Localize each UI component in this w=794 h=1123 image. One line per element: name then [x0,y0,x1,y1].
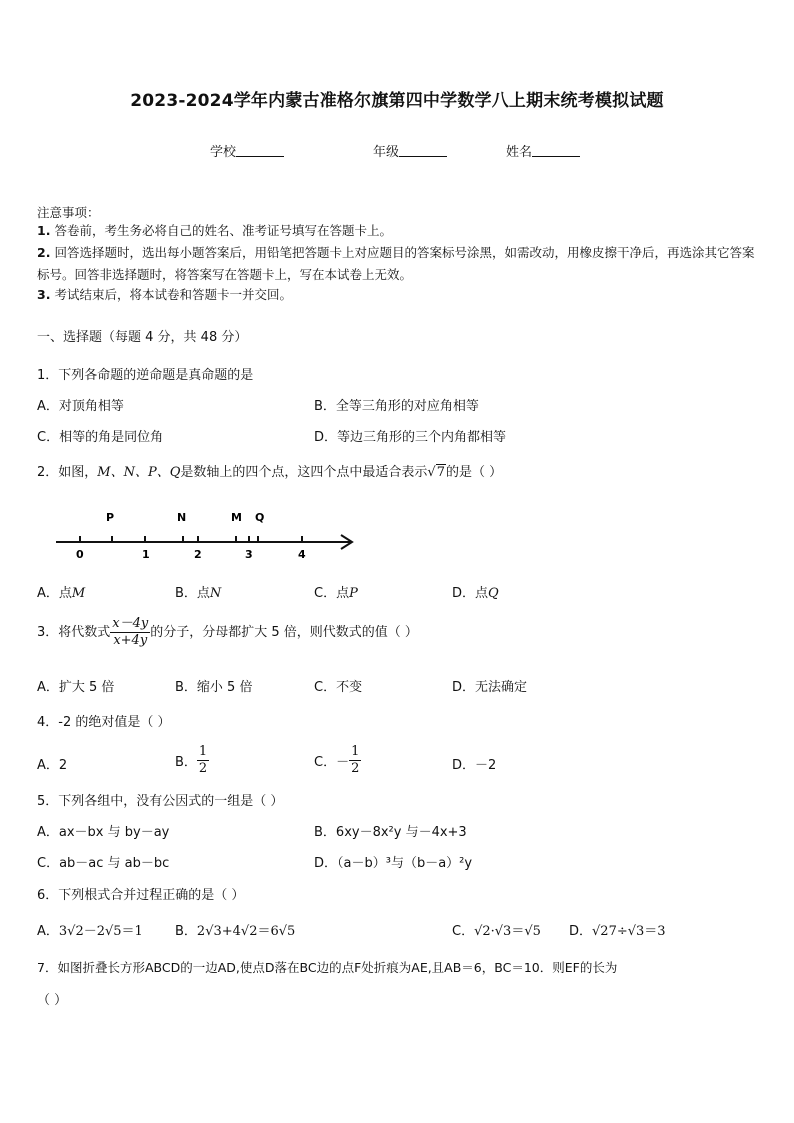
q4-option-c: C．－ $\frac{1}{2}$ [314,744,360,776]
school-blank [236,144,284,157]
notice-num: 1. [37,223,51,238]
notice-heading: 注意事项： [37,205,100,220]
sqrt-7: √7 [427,465,445,480]
name-field [506,141,580,160]
number-line-figure [50,505,370,565]
question-5-stem: 5．下列各组中，没有公因式的一组是（ ） [37,794,284,809]
q3-option-b: B．缩小 5 倍 [175,680,253,695]
q2-option-c: C．点P [314,586,358,601]
name-blank [532,144,580,157]
q2-tail: 的是（ ） [445,465,503,480]
q1-option-a: A．对顶角相等 [37,399,124,414]
q2-mid: 是数轴上的四个点，这四个点中最适合表示 [180,465,428,480]
q5-option-b: B．6xy－8x²y 与－4x+3 [314,825,467,840]
q3-fraction: $\frac{x-4y}{x+4y}$ [112,616,149,648]
label-1: 1 [142,548,150,561]
question-7-tail: （ ） [37,993,68,1008]
q5-option-a: A．ax－bx 与 by－ay [37,825,170,840]
q4-c-fraction: $\frac{1}{2}$ [351,744,360,776]
q2-num: 2．如图， [37,465,98,480]
question-6-stem: 6．下列根式合并过程正确的是（ ） [37,888,245,903]
section-heading: 一、选择题（每题 4 分，共 48 分） [37,330,248,345]
q6-option-b: B．2√3+4√2＝6√5 [175,924,296,939]
notice-item-1 [37,220,759,242]
label-n: N [177,511,187,524]
notice-text: 回答选择题时，选出每小题答案后，用铅笔把答题卡上对应题目的答案标号涂黑，如需改动，用橡皮擦干净后，再选涂其它答案标号。回答非选择题时，将答案写在答题卡上，写在本试卷上无效。 [37,245,755,282]
name-label: 姓名 [506,145,533,160]
q3-option-c: C．不变 [314,680,363,695]
label-4: 4 [298,548,306,561]
question-4-stem: 4．-2 的绝对值是（ ） [37,715,171,730]
q4-option-b: B． $\frac{1}{2}$ [175,744,208,776]
question-2-stem [37,461,502,480]
q3-option-a: A．扩大 5 倍 [37,680,115,695]
label-0: 0 [76,548,84,561]
notice-text: 考试结束后，将本试卷和答题卡一并交回。 [54,287,292,302]
q6-option-d: D．√27÷√3＝3 [569,924,666,939]
q5-option-d: D．（a－b）³与（b－a）²y [314,856,473,871]
q4-option-a: A．2 [37,758,68,773]
q1-option-b: B．全等三角形的对应角相等 [314,399,479,414]
label-q: Q [255,511,265,524]
label-m: M [231,511,242,524]
notice-item-2 [37,242,759,286]
label-2: 2 [194,548,202,561]
q2-option-a: A．点M [37,586,86,601]
grade-blank [399,144,447,157]
grade-field [373,141,447,160]
notice-item-3 [37,284,759,306]
q1-option-c: C．相等的角是同位角 [37,430,164,445]
q1-option-d: D．等边三角形的三个内角都相等 [314,430,507,445]
question-1-stem: 1．下列各命题的逆命题是真命题的是 [37,368,254,383]
q6-option-c: C．√2·√3＝√5 [452,924,541,939]
q5-option-c: C．ab－ac 与 ab－bc [37,856,170,871]
q3-option-d: D．无法确定 [452,680,528,695]
q4-option-d: D．－2 [452,758,497,773]
q2-points: M、N、P、Q [97,465,181,480]
grade-label: 年级 [373,145,400,160]
notice-num: 3. [37,287,51,302]
question-7-stem: 7．如图折叠长方形ABCD的一边AD,使点D落在BC边的点F处折痕为AE,且AB＝6，BC＝10．则EF的长为 [37,960,618,975]
q6-option-a: A．3√2－2√5＝1 [37,924,143,939]
label-p: P [106,511,115,524]
q2-option-d: D．点Q [452,586,499,601]
school-label: 学校 [210,145,237,160]
q2-option-b: B．点N [175,586,222,601]
page-title: 2023-2024学年内蒙古准格尔旗第四中学数学八上期末统考模拟试题 [130,91,664,111]
notice-num: 2. [37,245,51,260]
school-field [210,141,284,160]
notice-text: 答卷前，考生务必将自己的姓名、准考证号填写在答题卡上。 [54,223,392,238]
question-3-stem: 3．将代数式 $\frac{x-4y}{x+4y}$ 的分子，分母都扩大 5 倍，则代数式的值（ ） [37,616,418,648]
label-3: 3 [245,548,253,561]
q4-b-fraction: $\frac{1}{2}$ [198,744,208,776]
